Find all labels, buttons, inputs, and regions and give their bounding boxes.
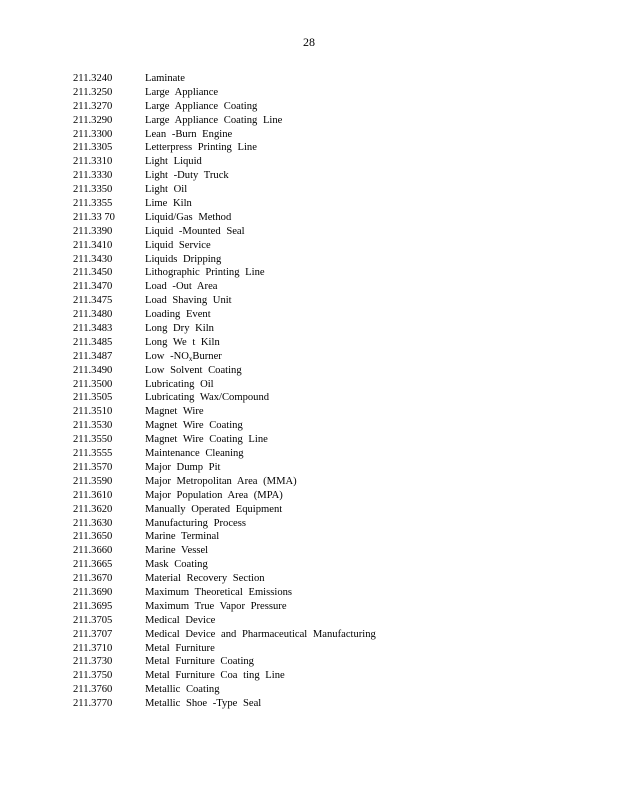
section-code: 211.3510 bbox=[73, 406, 113, 418]
section-code: 211.3730 bbox=[73, 656, 113, 668]
defined-term: Liquid Service bbox=[145, 239, 211, 251]
defined-term: Medical Device bbox=[145, 614, 216, 626]
section-code: 211.3770 bbox=[73, 698, 113, 710]
defined-term: Liquid/Gas Method bbox=[145, 211, 232, 223]
defined-term: Load -Out Area bbox=[145, 281, 218, 293]
section-code: 211.3330 bbox=[73, 170, 113, 182]
section-code: 211.3270 bbox=[73, 100, 113, 112]
list-item bbox=[73, 183, 376, 197]
list-item bbox=[73, 419, 376, 433]
section-code: 211.3695 bbox=[73, 600, 113, 612]
list-item bbox=[73, 253, 376, 267]
list-item bbox=[73, 391, 376, 405]
list-item bbox=[73, 530, 376, 544]
section-code: 211.3710 bbox=[73, 642, 113, 654]
page-number: 28 bbox=[303, 35, 315, 49]
defined-term: Magnet Wire bbox=[145, 406, 204, 418]
defined-term: Large Appliance Coating Line bbox=[145, 114, 283, 126]
defined-term: Material Recovery Section bbox=[145, 573, 265, 585]
defined-term: Large Appliance Coating bbox=[145, 100, 258, 112]
section-code: 211.3355 bbox=[73, 198, 113, 210]
section-code: 211.3500 bbox=[73, 378, 113, 390]
section-code: 211.3550 bbox=[73, 434, 113, 446]
list-item bbox=[73, 141, 376, 155]
defined-term: Major Dump Pit bbox=[145, 461, 221, 473]
defined-term: Lean -Burn Engine bbox=[145, 128, 233, 140]
list-item bbox=[73, 155, 376, 169]
section-code: 211.3630 bbox=[73, 517, 113, 529]
defined-term: Long We t Kiln bbox=[145, 336, 220, 348]
list-item bbox=[73, 517, 376, 531]
list-item bbox=[73, 669, 376, 683]
section-code: 211.3555 bbox=[73, 448, 113, 460]
defined-term: Metallic Shoe -Type Seal bbox=[145, 698, 262, 710]
list-item bbox=[73, 544, 376, 558]
defined-term: Mask Coating bbox=[145, 559, 208, 571]
section-code: 211.3505 bbox=[73, 392, 113, 404]
defined-term: Metal Furniture Coating bbox=[145, 656, 254, 668]
list-item bbox=[73, 336, 376, 350]
list-item bbox=[73, 655, 376, 669]
defined-term: Maximum Theoretical Emissions bbox=[145, 586, 293, 598]
list-item bbox=[73, 697, 376, 711]
list-item bbox=[73, 308, 376, 322]
defined-term: Major Metropolitan Area (MMA) bbox=[145, 475, 297, 487]
term-suffix: Burner bbox=[192, 350, 222, 362]
list-item bbox=[73, 447, 376, 461]
list-item bbox=[73, 475, 376, 489]
defined-term: Large Appliance bbox=[145, 86, 219, 98]
defined-term: Marine Terminal bbox=[145, 531, 220, 543]
list-item bbox=[73, 558, 376, 572]
defined-term: Marine Vessel bbox=[145, 545, 209, 557]
list-item bbox=[73, 128, 376, 142]
section-code: 211.3707 bbox=[73, 628, 113, 640]
list-item bbox=[73, 211, 376, 225]
list-item bbox=[73, 614, 376, 628]
defined-term: Magnet Wire Coating Line bbox=[145, 434, 268, 446]
section-code: 211.3620 bbox=[73, 503, 113, 515]
section-code: 211.3390 bbox=[73, 225, 113, 237]
section-code: 211.3610 bbox=[73, 489, 113, 501]
section-code: 211.3490 bbox=[73, 364, 113, 376]
section-code: 211.3310 bbox=[73, 156, 113, 168]
defined-term: Loading Event bbox=[145, 309, 211, 321]
defined-term: Light -Duty Truck bbox=[145, 170, 229, 182]
defined-term: Lubricating Oil bbox=[145, 378, 214, 390]
list-item bbox=[73, 628, 376, 642]
defined-term: Metal Furniture bbox=[145, 642, 215, 654]
list-item bbox=[73, 169, 376, 183]
list-item bbox=[73, 683, 376, 697]
section-code: 211.3705 bbox=[73, 614, 113, 626]
list-item bbox=[73, 642, 376, 656]
defined-term: Liquids Dripping bbox=[145, 253, 222, 265]
section-code: 211.3760 bbox=[73, 684, 113, 696]
section-code: 211.3350 bbox=[73, 184, 113, 196]
list-item bbox=[73, 364, 376, 378]
section-code: 211.3487 bbox=[73, 350, 113, 362]
list-item bbox=[73, 433, 376, 447]
section-code: 211.3410 bbox=[73, 239, 113, 251]
defined-term: Metal Furniture Coa ting Line bbox=[145, 670, 285, 682]
defined-term: Magnet Wire Coating bbox=[145, 420, 243, 432]
section-code: 211.3670 bbox=[73, 573, 113, 585]
defined-term: Long Dry Kiln bbox=[145, 323, 214, 335]
section-code: 211.33 70 bbox=[73, 211, 115, 223]
list-item bbox=[73, 600, 376, 614]
list-item bbox=[73, 100, 376, 114]
list-item bbox=[73, 280, 376, 294]
list-item bbox=[73, 378, 376, 392]
section-code: 211.3485 bbox=[73, 336, 113, 348]
defined-term: Load Shaving Unit bbox=[145, 295, 232, 307]
list-item bbox=[73, 503, 376, 517]
section-code: 211.3305 bbox=[73, 142, 113, 154]
section-code: 211.3570 bbox=[73, 461, 113, 473]
defined-term: Lubricating Wax/Compound bbox=[145, 392, 270, 404]
section-code: 211.3650 bbox=[73, 531, 113, 543]
section-code: 211.3240 bbox=[73, 73, 113, 84]
defined-term: Light Oil bbox=[145, 184, 188, 196]
section-code: 211.3250 bbox=[73, 86, 113, 98]
list-item bbox=[73, 489, 376, 503]
defined-term: Medical Device and Pharmaceutical Manufacturing bbox=[145, 628, 376, 640]
list-item bbox=[73, 72, 376, 86]
list-item bbox=[73, 572, 376, 586]
section-code: 211.3430 bbox=[73, 253, 113, 265]
defined-term: Light Liquid bbox=[145, 156, 202, 168]
list-item bbox=[73, 461, 376, 475]
section-code: 211.3475 bbox=[73, 295, 113, 307]
section-code: 211.3470 bbox=[73, 281, 113, 293]
list-item bbox=[73, 225, 376, 239]
term-subscript: x bbox=[188, 354, 193, 363]
section-code: 211.3483 bbox=[73, 323, 113, 335]
list-item bbox=[73, 405, 376, 419]
defined-term: Manually Operated Equipment bbox=[145, 503, 283, 515]
section-code: 211.3450 bbox=[73, 267, 113, 279]
section-code: 211.3665 bbox=[73, 559, 113, 571]
defined-term: Lithographic Printing Line bbox=[145, 267, 265, 279]
list-item bbox=[73, 586, 376, 600]
section-code: 211.3290 bbox=[73, 114, 113, 126]
definitions-list bbox=[73, 72, 376, 711]
defined-term: Maintenance Cleaning bbox=[145, 448, 244, 460]
list-item bbox=[73, 114, 376, 128]
section-code: 211.3750 bbox=[73, 670, 113, 682]
section-code: 211.3690 bbox=[73, 586, 113, 598]
defined-term: Maximum True Vapor Pressure bbox=[145, 600, 287, 612]
list-item bbox=[73, 239, 376, 253]
defined-term: Manufacturing Process bbox=[145, 517, 246, 529]
defined-term: Lime Kiln bbox=[145, 198, 192, 210]
section-code: 211.3300 bbox=[73, 128, 113, 140]
section-code: 211.3480 bbox=[73, 309, 113, 321]
list-item bbox=[73, 197, 376, 211]
section-code: 211.3660 bbox=[73, 545, 113, 557]
defined-term: Metallic Coating bbox=[145, 684, 220, 696]
term-prefix: Low -NO bbox=[145, 350, 189, 362]
list-item bbox=[73, 294, 376, 308]
defined-term: Letterpress Printing Line bbox=[145, 142, 257, 154]
defined-term: Low Solvent Coating bbox=[145, 364, 242, 376]
defined-term: Laminate bbox=[145, 73, 186, 84]
section-code: 211.3590 bbox=[73, 475, 113, 487]
list-item bbox=[73, 322, 376, 336]
defined-term: Liquid -Mounted Seal bbox=[145, 225, 245, 237]
defined-term: Major Population Area (MPA) bbox=[145, 489, 283, 501]
list-item bbox=[73, 266, 376, 280]
list-item bbox=[73, 86, 376, 100]
section-code: 211.3530 bbox=[73, 420, 113, 432]
list-item bbox=[73, 350, 376, 364]
